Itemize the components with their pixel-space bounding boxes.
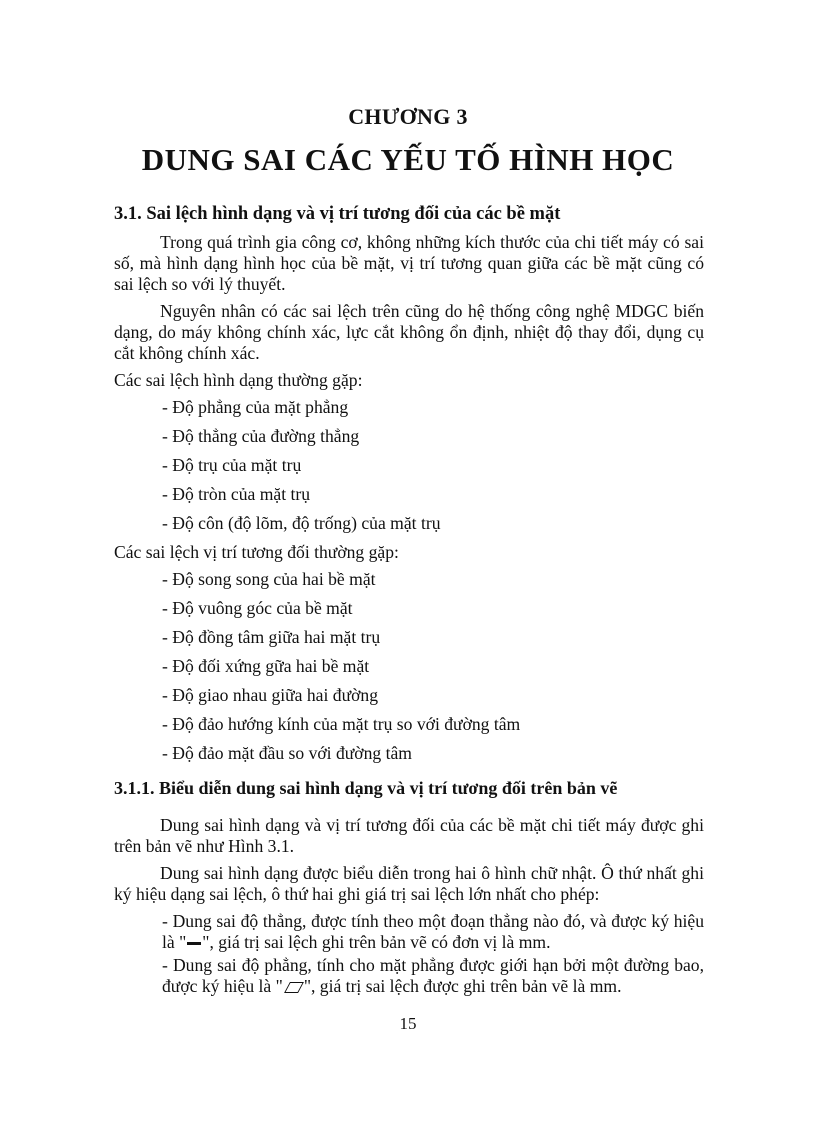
body-text (114, 204, 704, 997)
section-heading-3-1-1: 3.1.1. Biểu diễn dung sai hình dạng và vị trí tương đối trên bản vẽ (114, 778, 618, 798)
paragraph-intro: Trong quá trình gia công cơ, không những kích thước của chi tiết máy có sai số, mà hình dạng hình học của bề mặt, vị trí tương quan giữa các bề mặt cũng có sai lệch so với lý thuyết. (114, 232, 704, 294)
section-heading-3-1: 3.1. Sai lệch hình dạng và vị trí tương đối của các bề mặt (114, 204, 561, 224)
paragraph-causes: Nguyên nhân có các sai lệch trên cũng do hệ thống công nghệ MDGC biến dạng, do máy không chính xác, lực cắt không ổn định, nhiệt độ thay đổi, dụng cụ cắt không chính xác. (114, 301, 704, 363)
list-item: - Độ song song của hai bề mặt (162, 569, 376, 589)
list-item: - Độ giao nhau giữa hai đường (162, 685, 378, 705)
list-item: - Độ côn (độ lõm, độ trống) của mặt trụ (162, 513, 441, 533)
shape-deviation-intro: Các sai lệch hình dạng thường gặp: (114, 370, 363, 390)
page-number: 15 (399, 1014, 417, 1033)
flatness-bullet (114, 955, 704, 997)
list-item: - Độ tròn của mặt trụ (162, 484, 311, 504)
paragraph-two-boxes: Dung sai hình dạng được biểu diễn trong hai ô hình chữ nhật. Ô thứ nhất ghi ký hiệu dạng sai lệch, ô thứ hai ghi giá trị sai lệch lớn nhất cho phép: (114, 863, 704, 904)
list-item: - Độ đồng tâm giữa hai mặt trụ (162, 627, 381, 647)
list-item: - Độ thẳng của đường thẳng (162, 426, 360, 446)
list-item: - Độ trụ của mặt trụ (162, 455, 302, 475)
position-deviation-list (114, 569, 704, 764)
flatness-symbol-icon (284, 982, 304, 993)
shape-deviation-list (114, 397, 704, 534)
list-item: - Độ phẳng của mặt phẳng (162, 397, 349, 417)
straightness-text-before: - Dung sai độ thẳng, được tính theo một đoạn thẳng nào đó, và được ký hiệu là " (162, 911, 704, 952)
straightness-text-after: ", giá trị sai lệch ghi trên bản vẽ có đơn vị là mm. (202, 932, 551, 952)
list-item: - Độ đảo mặt đầu so với đường tâm (162, 743, 412, 763)
straightness-symbol-icon (187, 942, 201, 945)
chapter-title: DUNG SAI CÁC YẾU TỐ HÌNH HỌC (141, 142, 675, 177)
list-item: - Độ đảo hướng kính của mặt trụ so với đường tâm (162, 714, 521, 734)
straightness-bullet (114, 911, 704, 953)
flatness-text-after: ", giá trị sai lệch được ghi trên bản vẽ là mm. (303, 976, 622, 996)
position-deviation-intro: Các sai lệch vị trí tương đối thường gặp: (114, 542, 399, 562)
chapter-label: CHƯƠNG 3 (348, 104, 468, 129)
paragraph-representation: Dung sai hình dạng và vị trí tương đối của các bề mặt chi tiết máy được ghi trên bản vẽ như Hình 3.1. (114, 815, 704, 856)
list-item: - Độ đối xứng gữa hai bề mặt (162, 656, 370, 676)
list-item: - Độ vuông góc của bề mặt (162, 598, 353, 618)
flatness-text-before: - Dung sai độ phẳng, tính cho mặt phẳng được giới hạn bởi một đường bao, được ký hiệu là " (162, 955, 704, 996)
